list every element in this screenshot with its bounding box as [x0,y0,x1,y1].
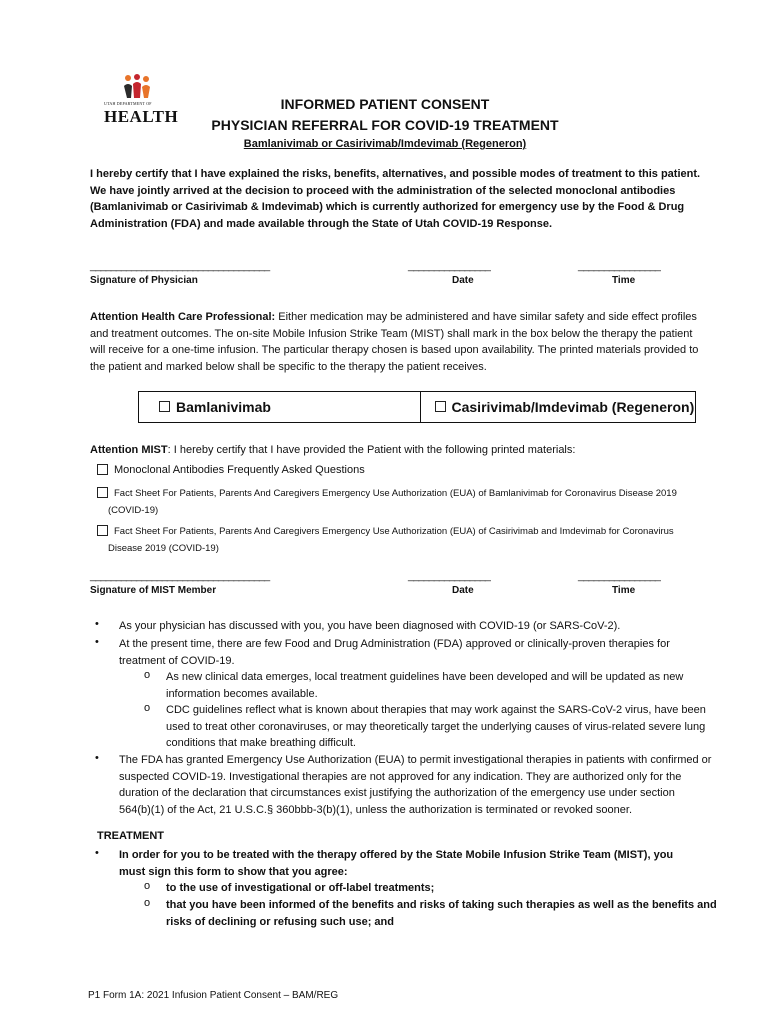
checkbox-icon[interactable] [97,487,108,498]
list-item: CDC guidelines reflect what is known about therapies that may work against the SARS-CoV-2 virus, have been used to treat other coronaviruses, or may theoretically target the underlying causes of virus-related severe lung conditions that make breathing difficult. [166,704,706,749]
material-regeneron-fact-sheet[interactable]: Fact Sheet For Patients, Parents And Caregivers Emergency Use Authorization (EUA) of Casirivimab and Imdevimab for Coronavirus Disease 2019 (COVID-19) [97,523,737,557]
checkbox-icon[interactable] [97,464,108,475]
bullet-icon: • [95,636,99,648]
logo-subtitle: UTAH DEPARTMENT OF [104,101,152,106]
page-title: INFORMED PATIENT CONSENT [280,96,490,112]
physician-time-label: Time [612,275,636,286]
material-bamlanivimab-fact-sheet[interactable]: Fact Sheet For Patients, Parents And Caregivers Emergency Use Authorization (EUA) of Bamlanivimab for Coronavirus Disease 2019 (COVID-19) [97,485,737,519]
mist-time-line[interactable]: ________________ [578,570,660,582]
list-item: As new clinical data emerges, local treatment guidelines have been developed and will be updated as new information becomes available. [166,671,684,700]
physician-signature-line[interactable]: ___________________________________ [90,260,270,272]
bullet-icon: • [95,847,99,859]
mist-signature-label: Signature of MIST Member [90,585,217,596]
sub-bullet-icon: o [144,880,151,892]
mist-date-label: Date [452,585,474,596]
sub-bullet-icon: o [144,897,151,909]
mist-date-line[interactable]: ________________ [408,570,490,582]
attention-hcp-label: Attention Health Care Professional: [90,311,276,323]
page-subtitle: PHYSICIAN REFERRAL FOR COVID-19 TREATMENT [211,117,559,133]
physician-date-label: Date [452,275,474,286]
list-item: At the present time, there are few Food and Drug Administration (FDA) approved or clinically-proven therapies for treatment of COVID-19. [119,638,670,667]
therapy-option-bamlanivimab[interactable]: Bamlanivimab [139,392,421,422]
bullet-icon: • [95,752,99,764]
page-footer: P1 Form 1A: 2021 Infusion Patient Consent – BAM/REG [88,990,339,1001]
attention-mist-statement: Attention MIST: I hereby certify that I have provided the Patient with the following printed materials: [90,444,576,456]
sub-bullet-icon: o [144,702,151,714]
therapy-option-regeneron[interactable]: Casirivimab/Imdevimab (Regeneron) [421,392,696,422]
mist-time-label: Time [612,585,636,596]
sub-bullet-icon: o [144,669,151,681]
bullet-icon: • [95,618,99,630]
list-item: The FDA has granted Emergency Use Authorization (EUA) to permit investigational therapies in patients with confirmed or suspected COVID-19. Investigational therapies are not approved for any indication. They are authorized only for the duration of the declaration that circumstances exist justifying the authorization of the emergency use under section 564(b)(1) of the Act, 21 U.S.C.§ 360bbb-3(b)(1), unless the authorization is terminated or revoked sooner. [119,754,712,816]
list-item: In order for you to be treated with the therapy offered by the State Mobile Infusion Strike Team (MIST), you must sign this form to show that you agree: [119,849,674,878]
checkbox-icon[interactable] [97,525,108,536]
logo-wordmark: HEALTH [104,107,179,126]
medication-subtitle: Bamlanivimab or Casirivimab/Imdevimab (Regeneron) [243,138,527,150]
material-faq[interactable]: Monoclonal Antibodies Frequently Asked Questions [97,464,365,476]
attention-mist-label: Attention MIST [90,444,168,456]
therapy-selection-box [138,391,696,423]
mist-signature-line[interactable]: ___________________________________ [90,570,270,582]
physician-date-line[interactable]: ________________ [408,260,490,272]
physician-time-line[interactable]: ________________ [578,260,660,272]
checkbox-icon[interactable] [159,401,170,412]
attention-hcp-paragraph: Attention Health Care Professional: Either medication may be administered and have similar safety and side effect profiles and treatment outcomes. The on-site Mobile Infusion Strike Team (MIST) shall mark in the box below the therapy the patient will receive for a one-time infusion. The particular therapy chosen is based upon availability. The printed materials provided to the patient and marked below shall be specific to the therapy the patient receives. [90,311,699,373]
treatment-heading: TREATMENT [97,830,165,842]
list-item: that you have been informed of the benefits and risks of taking such therapies as well as the benefits and risks of declining or refusing such use; and [166,899,717,928]
list-item: As your physician has discussed with you, you have been diagnosed with COVID-19 (or SARS-CoV-2). [119,620,621,632]
physician-certification: I hereby certify that I have explained the risks, benefits, alternatives, and possible modes of treatment to this patient. We have jointly arrived at the decision to proceed with the administration of the selected monoclonal antibodies (Bamlanivimab or Casirivimab & Imdevimab) which is currently authorized for emergency use by the Food & Drug Administration (FDA) and made available through the State of Utah COVID-19 Response. [90,168,701,230]
physician-signature-label: Signature of Physician [90,275,198,286]
list-item: to the use of investigational or off-label treatments; [166,882,435,894]
checkbox-icon[interactable] [435,401,446,412]
